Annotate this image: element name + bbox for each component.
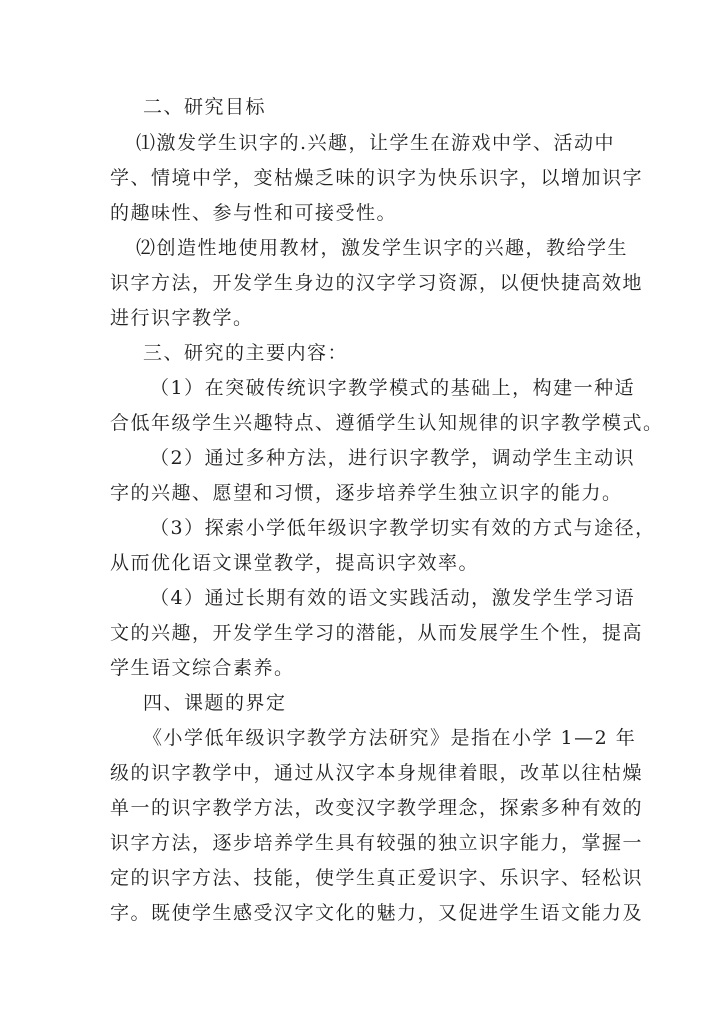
section3-item2-line2: 字的兴趣、愿望和习惯，逐步培养学生独立识字的能力。 xyxy=(110,482,623,504)
section2-heading: 二、研究目标 xyxy=(143,96,267,118)
section3-item1-line2: 合低年级学生兴趣特点、遵循学生认知规律的识字教学模式。 xyxy=(110,412,664,434)
section3-item4-line1: （4）通过长期有效的语文实践活动，激发学生学习语 xyxy=(150,587,636,609)
section3-item2-line1: （2）通过多种方法，进行识字教学，调动学生主动识 xyxy=(150,447,636,469)
section2-item1-line2: 学、情境中学，变枯燥乏味的识字为快乐识字，以增加识字 xyxy=(110,167,644,189)
section2-item2-line1: ⑵创造性地使用教材，激发学生识字的兴趣，教给学生 xyxy=(136,237,629,259)
section4-body-line1: 《小学低年级识字教学方法研究》是指在小学 1—2 年 xyxy=(143,727,637,749)
section4-body-line4: 识字方法，逐步培养学生具有较强的独立识字能力，掌握一 xyxy=(110,832,644,854)
section4-body-line2: 级的识字教学中，通过从汉字本身规律着眼，改革以往枯燥 xyxy=(110,762,644,784)
section3-item4-line2: 文的兴趣，开发学生学习的潜能，从而发展学生个性，提高 xyxy=(110,622,644,644)
section2-item1-line3: 的趣味性、参与性和可接受性。 xyxy=(110,202,398,224)
section2-item2-line2: 识字方法，开发学生身边的汉字学习资源，以便快捷高效地 xyxy=(110,272,644,294)
section4-heading: 四、课题的界定 xyxy=(143,692,287,714)
section3-item3-line2: 从而优化语文课堂教学，提高识字效率。 xyxy=(110,552,480,574)
section3-item4-line3: 学生语文综合素养。 xyxy=(110,657,295,679)
section4-body-line6: 字。既使学生感受汉字文化的魅力，又促进学生语文能力及 xyxy=(110,902,644,924)
section2-item2-line3: 进行识字教学。 xyxy=(110,307,254,329)
section3-heading: 三、研究的主要内容： xyxy=(143,342,349,364)
section2-item1-line1: ⑴激发学生识字的.兴趣，让学生在游戏中学、活动中 xyxy=(136,132,616,154)
section3-item3-line1: （3）探索小学低年级识字教学切实有效的方式与途径， xyxy=(150,517,656,539)
section4-body-line5: 定的识字方法、技能，使学生真正爱识字、乐识字、轻松识 xyxy=(110,867,644,889)
section4-body-line3: 单一的识字教学方法，改变汉字教学理念，探索多种有效的 xyxy=(110,797,644,819)
section3-item1-line1: （1）在突破传统识字教学模式的基础上，构建一种适 xyxy=(150,377,636,399)
